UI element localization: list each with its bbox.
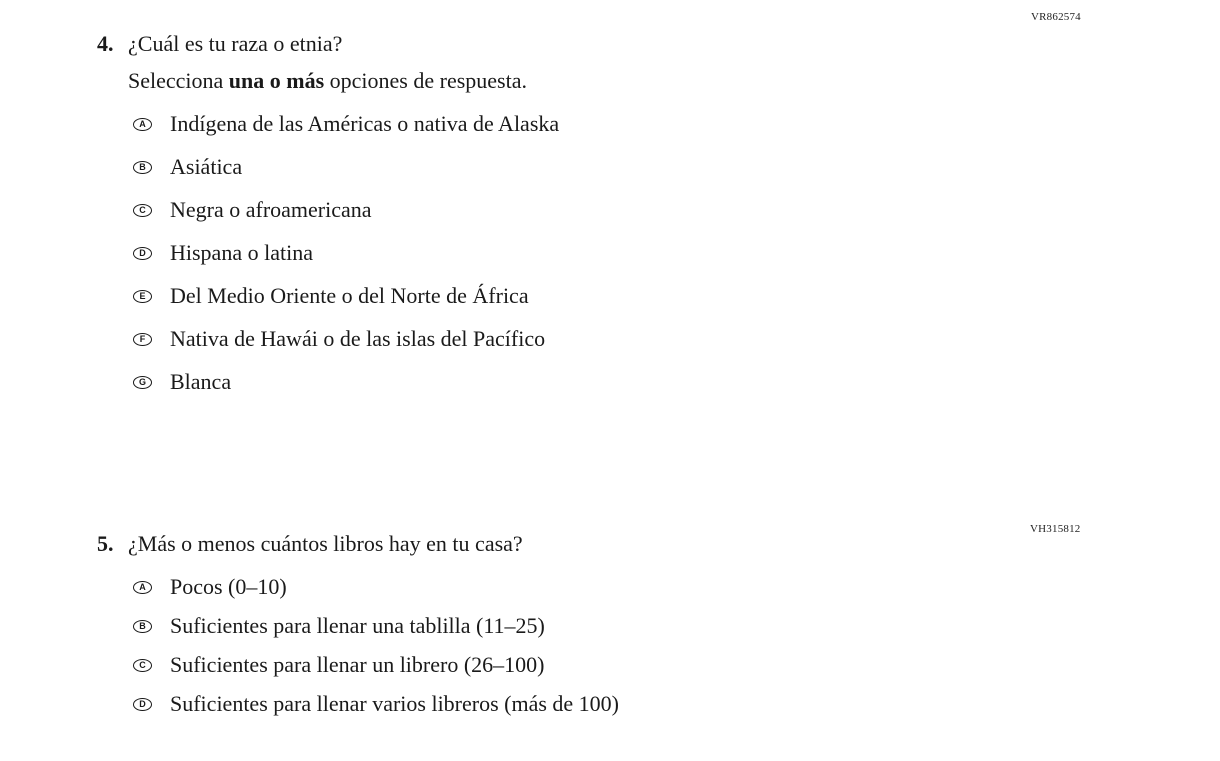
question-text: ¿Más o menos cuántos libros hay en tu casa? (128, 531, 523, 556)
question-stem (97, 30, 1160, 58)
answer-bubble[interactable]: F (133, 333, 152, 346)
answer-bubble[interactable]: A (133, 581, 152, 594)
answer-label: Blanca (170, 369, 232, 394)
answer-bubble[interactable]: G (133, 376, 152, 389)
answer-option-g[interactable] (133, 368, 1160, 396)
answer-bubble[interactable]: C (133, 659, 152, 672)
answer-label: Suficientes para llenar un librero (26–100) (170, 652, 545, 677)
question-instruction (128, 67, 1160, 95)
question-number: 5. (97, 531, 114, 556)
answer-option-b[interactable] (133, 153, 1160, 181)
answer-options (133, 573, 1160, 718)
answer-label: Asiática (170, 154, 243, 179)
answer-label: Indígena de las Américas o nativa de Alaska (170, 111, 560, 136)
question-stem (97, 530, 1160, 558)
question-text: ¿Cuál es tu raza o etnia? (128, 31, 343, 56)
answer-label: Pocos (0–10) (170, 574, 287, 599)
answer-option-b[interactable] (133, 612, 1160, 640)
answer-bubble[interactable]: B (133, 620, 152, 633)
question-number: 4. (97, 31, 114, 56)
answer-option-c[interactable] (133, 651, 1160, 679)
item-code-q5: VH315812 (1030, 523, 1081, 535)
answer-options (133, 110, 1160, 396)
answer-bubble[interactable]: D (133, 247, 152, 260)
instruction-text-after: opciones de respuesta. (324, 68, 527, 93)
answer-label: Negra o afroamericana (170, 197, 372, 222)
answer-label: Hispana o latina (170, 240, 313, 265)
answer-option-e[interactable] (133, 282, 1160, 310)
answer-label: Suficientes para llenar varios libreros (más de 100) (170, 691, 620, 716)
answer-option-d[interactable] (133, 239, 1160, 267)
answer-bubble[interactable]: D (133, 698, 152, 711)
instruction-emphasis: una o más (228, 68, 325, 93)
answer-option-d[interactable] (133, 690, 1160, 718)
answer-label: Nativa de Hawái o de las islas del Pacífico (170, 326, 546, 351)
answer-option-a[interactable] (133, 110, 1160, 138)
answer-bubble[interactable]: C (133, 204, 152, 217)
question-4 (97, 30, 1160, 412)
answer-option-f[interactable] (133, 325, 1160, 353)
answer-bubble[interactable]: E (133, 290, 152, 303)
instruction-text-before: Selecciona (128, 68, 229, 93)
question-5 (97, 530, 1160, 734)
answer-bubble[interactable]: A (133, 118, 152, 131)
answer-option-a[interactable] (133, 573, 1160, 601)
answer-label: Suficientes para llenar una tablilla (11–25) (170, 613, 545, 638)
answer-label: Del Medio Oriente o del Norte de África (170, 283, 529, 308)
item-code-q4: VR862574 (1031, 11, 1081, 23)
answer-option-c[interactable] (133, 196, 1160, 224)
answer-bubble[interactable]: B (133, 161, 152, 174)
